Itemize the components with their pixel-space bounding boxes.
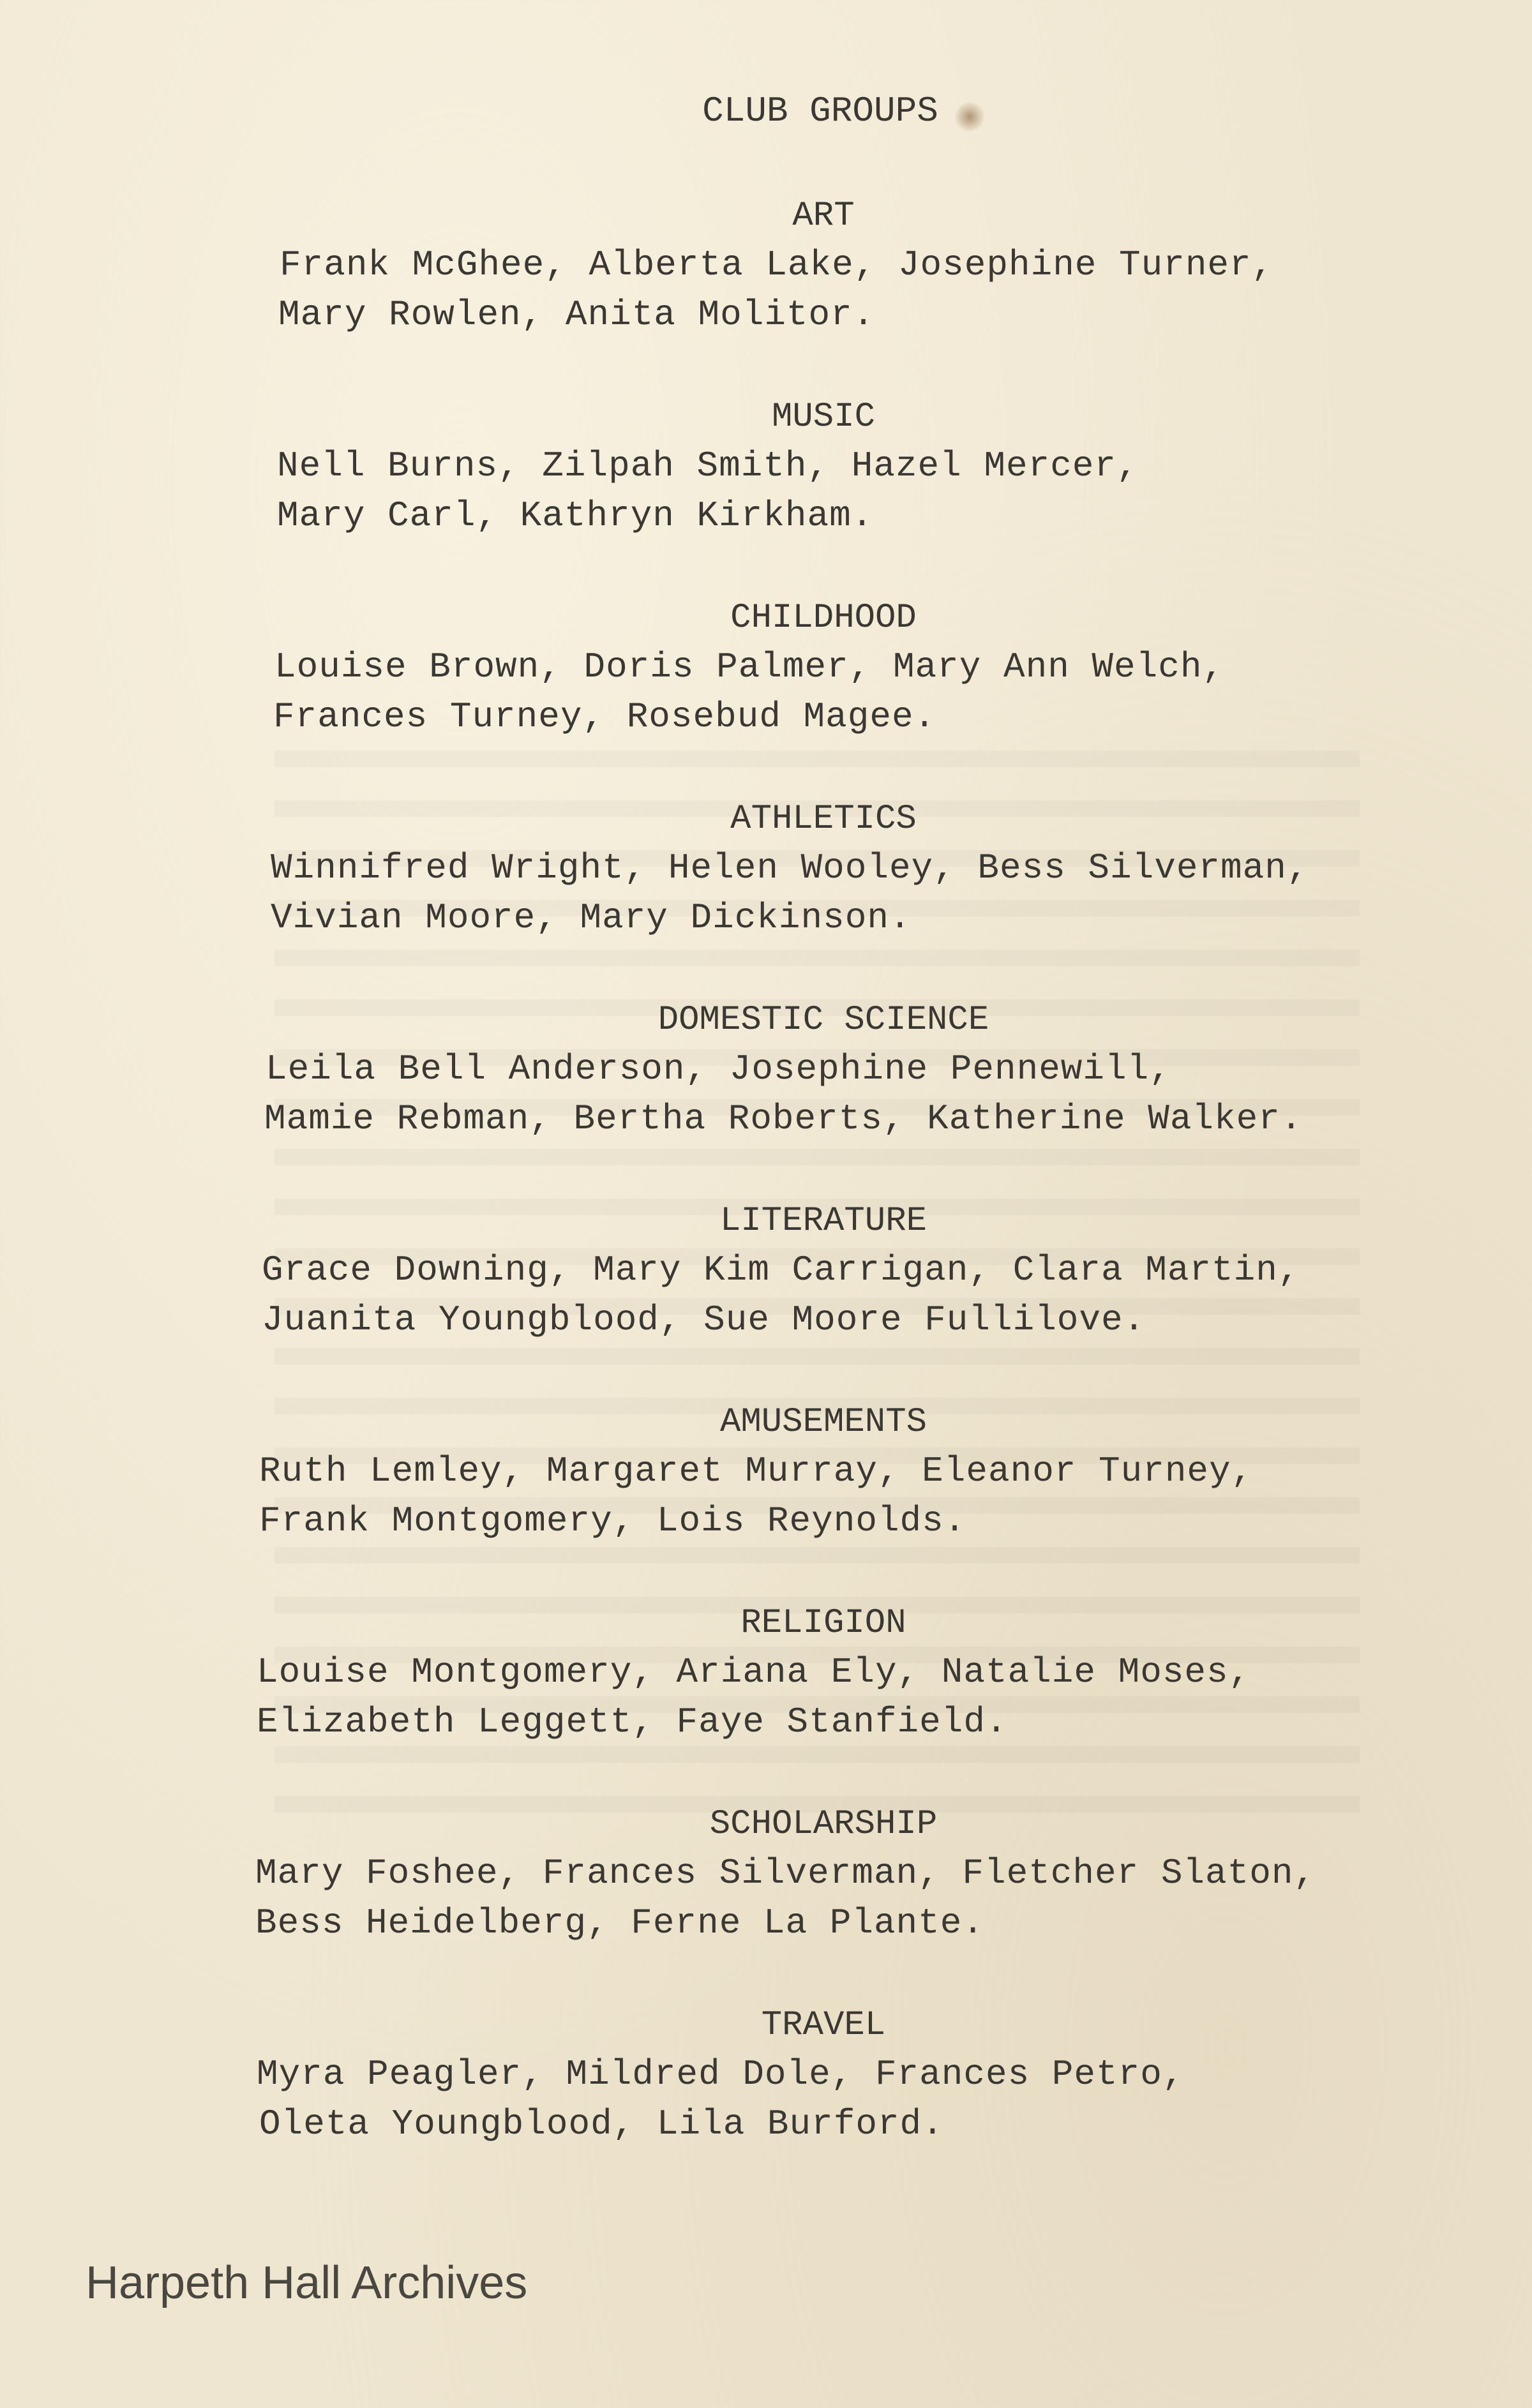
archive-watermark: Harpeth Hall Archives [86,2257,528,2308]
member-line: Mary Foshee, Frances Silverman, Fletcher Slaton, [255,1853,1316,1894]
member-line: Mary Carl, Kathryn Kirkham. [277,495,874,536]
section-heading: ART [792,197,855,236]
section-domestic-science [0,997,1532,1144]
member-line: Myra Peagler, Mildred Dole, Frances Petro, [257,2054,1185,2095]
member-line: Oleta Youngblood, Lila Burford. [259,2104,944,2144]
document-title: CLUB GROUPS [702,91,938,131]
member-line: Mary Rowlen, Anita Molitor. [278,294,875,335]
section-childhood [0,595,1532,742]
section-athletics [0,796,1532,943]
member-line: Frank McGhee, Alberta Lake, Josephine Turner, [280,244,1274,285]
member-line: Nell Burns, Zilpah Smith, Hazel Mercer, [277,445,1139,486]
ink-stain [955,102,984,131]
section-music [0,394,1532,541]
section-heading: MUSIC [771,398,876,437]
member-line: Frances Turney, Rosebud Magee. [273,696,936,737]
section-travel [0,2002,1532,2149]
member-line: Grace Downing, Mary Kim Carrigan, Clara Martin, [262,1250,1300,1290]
member-line: Juanita Youngblood, Sue Moore Fullilove. [262,1299,1146,1340]
member-line: Vivian Moore, Mary Dickinson. [271,897,912,938]
member-line: Mamie Rebman, Bertha Roberts, Katherine Walker. [264,1098,1303,1139]
section-scholarship [0,1801,1532,1948]
section-heading: CHILDHOOD [730,599,917,638]
section-literature [0,1198,1532,1345]
member-line: Louise Brown, Doris Palmer, Mary Ann Welch, [274,647,1225,687]
section-heading: AMUSEMENTS [719,1403,927,1442]
member-line: Frank Montgomery, Lois Reynolds. [259,1500,966,1541]
section-heading: SCHOLARSHIP [709,1805,938,1844]
section-heading: LITERATURE [719,1202,927,1241]
section-heading: ATHLETICS [730,800,917,839]
member-line: Elizabeth Leggett, Faye Stanfield. [257,1701,1008,1742]
section-heading: RELIGION [740,1604,906,1643]
member-line: Ruth Lemley, Margaret Murray, Eleanor Turney, [259,1451,1254,1492]
section-heading: DOMESTIC SCIENCE [657,1001,989,1040]
member-line: Bess Heidelberg, Ferne La Plante. [255,1903,984,1943]
member-line: Leila Bell Anderson, Josephine Pennewill, [266,1049,1171,1089]
member-line: Winnifred Wright, Helen Wooley, Bess Silverman, [271,848,1309,888]
section-art [0,193,1532,340]
section-religion [0,1600,1532,1747]
member-line: Louise Montgomery, Ariana Ely, Natalie Moses, [257,1652,1251,1693]
section-heading: TRAVEL [761,2006,886,2045]
section-amusements [0,1399,1532,1546]
